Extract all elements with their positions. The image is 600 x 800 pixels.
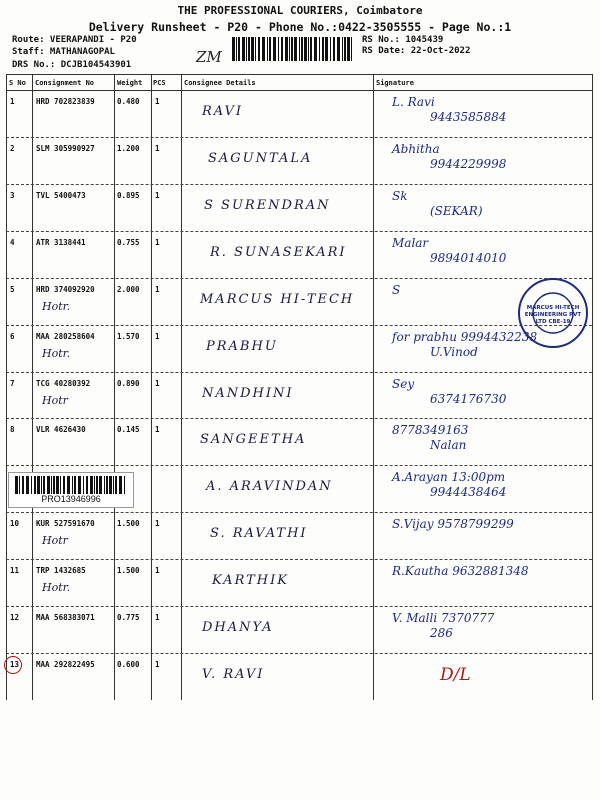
barcode-bar [291, 37, 293, 61]
barcode-bar [304, 37, 307, 61]
handwritten-mark: ZM [196, 48, 222, 66]
row-consignee: S. RAVATHI [210, 526, 308, 542]
barcode-bar [119, 476, 122, 494]
row-sno: 12 [10, 613, 20, 623]
row-note: Hotr. [42, 581, 71, 595]
barcode-bar [333, 37, 335, 61]
row-divider [6, 606, 592, 607]
barcode-bar [86, 476, 88, 494]
barcode-bar [344, 37, 346, 61]
row-pcs: 1 [155, 143, 160, 153]
route-label: Route: VEERAPANDI - P20 [12, 35, 137, 45]
row-sno: 4 [10, 237, 15, 247]
barcode-bar [83, 476, 84, 494]
row-pcs: 1 [155, 566, 160, 576]
row-consignee: SAGUNTALA [208, 150, 313, 166]
barcode-bar [22, 476, 24, 494]
row-weight: 1.200 [117, 143, 140, 153]
barcode-bar [269, 37, 271, 61]
barcode-bar [51, 476, 52, 494]
barcode-bar [325, 37, 328, 61]
row-sno: 10 [10, 519, 20, 529]
row-signature: for prabhu 9994432238 [392, 329, 538, 344]
row-sno: 2 [10, 143, 15, 153]
row-pcs: 1 [155, 331, 160, 341]
row-divider [6, 465, 592, 466]
barcode-bar [74, 476, 76, 494]
barcode-bar [342, 37, 343, 61]
barcode-bar [289, 37, 290, 61]
row-signature: D/L [440, 665, 471, 686]
row-consignee: A. ARAVINDAN [206, 479, 333, 495]
row-signature-extra: 9443585884 [430, 110, 507, 124]
row-consignment: MAA 280258604 [36, 331, 95, 341]
row-sno: 13 [10, 660, 20, 670]
row-sno: 7 [10, 378, 15, 388]
row-weight: 0.755 [117, 237, 140, 247]
row-divider [6, 559, 592, 560]
row-consignee: R. SUNASEKARI [210, 244, 347, 260]
row-signature-extra: 286 [430, 626, 453, 641]
row-pcs: 1 [155, 378, 160, 388]
barcode-bar [15, 476, 18, 494]
row-circle-mark [4, 656, 22, 674]
barcode-bar [299, 37, 300, 61]
row-sno: 1 [10, 97, 15, 106]
barcode-bar [285, 37, 288, 61]
row-signature: Sk [392, 188, 408, 203]
row-signature: A.Arayan 13:00pm [392, 470, 506, 485]
row-consignment: MAA 292822495 [36, 660, 95, 670]
staff-label: Staff: MATHANAGOPAL [12, 47, 115, 57]
table-top-line [6, 74, 592, 75]
barcode-bar [347, 37, 350, 61]
barcode-bar [41, 476, 42, 494]
barcode-bar [294, 37, 297, 61]
row-divider [6, 418, 592, 419]
row-pcs: 1 [155, 425, 160, 435]
row-signature: V. Malli 7370777 [392, 611, 495, 626]
barcode-bar [113, 476, 114, 494]
row-signature: R.Kautha 9632881348 [392, 564, 529, 579]
row-signature-extra: (SEKAR) [430, 203, 483, 218]
row-signature-extra: Nalan [430, 438, 467, 453]
row-signature: S [392, 282, 401, 297]
row-signature: Abhitha [392, 141, 440, 156]
barcode-bar [273, 37, 276, 61]
row-signature: S.Vijay 9578799299 [392, 517, 514, 532]
row-divider [6, 653, 592, 654]
barcode-bar [94, 476, 95, 494]
barcode-bar [314, 37, 317, 61]
row-consignment: TVL 5400473 [36, 190, 86, 200]
row-weight: 1.500 [117, 566, 140, 576]
row-weight: 0.890 [117, 378, 140, 388]
row-consignment: VLR 4626430 [36, 425, 86, 435]
barcode-bar [19, 476, 20, 494]
row-divider [6, 137, 592, 138]
col-header-weight: Weight [117, 79, 143, 87]
row-note: Hotr [42, 534, 68, 548]
row-divider [6, 512, 592, 513]
sticker-number: PRO13946996 [41, 494, 101, 504]
row-consignee: SANGEETHA [200, 432, 307, 448]
barcode-bar [236, 37, 237, 61]
col-header-consignee: Consignee Details [184, 79, 256, 87]
barcode-bar [242, 37, 245, 61]
barcode-bar [267, 37, 268, 61]
row-pcs: 1 [155, 519, 160, 529]
barcode-bar [310, 37, 312, 61]
barcode-bar [67, 476, 70, 494]
row-signature-extra: 9944438464 [430, 485, 507, 500]
row-weight: 0.775 [117, 613, 140, 623]
row-consignment: KUR 527591670 [36, 519, 95, 529]
col-header-sno: S No [9, 79, 26, 87]
row-pcs: 1 [155, 97, 160, 106]
row-weight: 0.145 [117, 425, 140, 435]
row-divider [6, 278, 592, 279]
barcode-bar [37, 476, 40, 494]
runsheet-subtitle: Delivery Runsheet - P20 - Phone No.:0422-3505555 - Page No.:1 [88, 20, 512, 34]
row-weight: 0.480 [117, 97, 140, 106]
barcode-bar [63, 476, 65, 494]
barcode-bar [238, 37, 240, 61]
row-consignment: SLM 305990927 [36, 143, 95, 153]
row-divider [6, 184, 592, 185]
stamp-text: MARCUS HI-TECH ENGINEERING PVT LTD CBE-19 [524, 305, 582, 325]
shipment-sticker [8, 472, 134, 508]
barcode-bar [232, 37, 235, 61]
row-divider [6, 325, 592, 326]
barcode-bar [96, 476, 98, 494]
barcode-bar [319, 37, 320, 61]
row-weight: 1.570 [117, 331, 140, 341]
barcode-bar [281, 37, 283, 61]
row-consignment: ATR 3138441 [36, 237, 86, 247]
row-divider [6, 231, 592, 232]
barcode-bar [60, 476, 61, 494]
row-signature: Malar [392, 235, 429, 250]
barcode-bar [43, 476, 45, 494]
barcode-bar [115, 476, 117, 494]
barcode-bar [246, 37, 247, 61]
row-consignee: NANDHINI [202, 385, 294, 401]
barcode-bar [322, 37, 324, 61]
row-weight: 1.500 [117, 519, 140, 529]
sticker-barcode [15, 476, 127, 494]
row-divider [6, 372, 592, 373]
row-sno: 3 [10, 190, 15, 200]
drs-barcode [232, 37, 354, 61]
barcode-bar [72, 476, 73, 494]
runsheet-title: THE PROFESSIONAL COURIERS, Coimbatore [177, 4, 423, 17]
company-stamp [516, 276, 590, 350]
col-border-right [592, 74, 593, 700]
drs-number: DRS No.: DCJB104543901 [12, 60, 132, 70]
barcode-bar [308, 37, 309, 61]
row-consignee: DHANYA [202, 620, 274, 636]
col-header-pcs: PCS [153, 79, 166, 87]
row-pcs: 1 [155, 284, 160, 294]
row-note: Hotr. [42, 346, 71, 360]
barcode-bar [56, 476, 59, 494]
row-weight: 0.600 [117, 660, 140, 670]
row-sno: 11 [10, 566, 20, 576]
row-consignee: S SURENDRAN [204, 197, 331, 213]
rs-number: RS No.: 1045439 [362, 35, 444, 45]
row-signature: L. Ravi [392, 95, 435, 109]
barcode-bar [255, 37, 256, 61]
barcode-bar [34, 476, 36, 494]
barcode-bar [337, 37, 340, 61]
barcode-bar [31, 476, 32, 494]
barcode-bar [258, 37, 260, 61]
row-consignee: RAVI [202, 104, 244, 119]
rs-date: RS Date: 22-Oct-2022 [362, 46, 471, 56]
row-sno: 8 [10, 425, 15, 435]
barcode-bar [330, 37, 331, 61]
row-consignee: MARCUS HI-TECH [200, 291, 355, 307]
row-signature-extra: 9944229998 [430, 156, 507, 171]
row-signature-extra: U.Vinod [430, 344, 478, 359]
col-header-consignment: Consignment No [35, 79, 95, 87]
barcode-bar [248, 37, 250, 61]
barcode-bar [99, 476, 102, 494]
row-note: Hotr. [42, 299, 71, 313]
row-consignment: HRD 374092920 [36, 284, 95, 294]
row-consignment: HRD 702823839 [36, 97, 95, 106]
row-note: Hotr [42, 393, 68, 407]
row-consignment: MAA 568383071 [36, 613, 95, 623]
row-weight: 0.895 [117, 190, 140, 200]
row-signature: Sey [392, 376, 415, 391]
barcode-bar [106, 476, 108, 494]
barcode-bar [47, 476, 50, 494]
barcode-bar [109, 476, 112, 494]
col-header-signature: Signature [376, 79, 414, 87]
barcode-bar [351, 37, 352, 61]
barcode-bar [278, 37, 279, 61]
row-pcs: 1 [155, 190, 160, 200]
row-sno: 5 [10, 284, 15, 294]
row-consignee: V. RAVI [202, 667, 265, 683]
barcode-bar [124, 476, 125, 494]
row-signature-extra: 9894014010 [430, 250, 507, 265]
row-pcs: 1 [155, 613, 160, 623]
row-consignment: TCG 40280392 [36, 378, 91, 388]
barcode-bar [90, 476, 93, 494]
barcode-bar [53, 476, 55, 494]
row-weight: 2.000 [117, 284, 140, 294]
row-pcs: 1 [155, 237, 160, 247]
row-signature-extra: 6374176730 [430, 391, 507, 406]
barcode-bar [104, 476, 105, 494]
row-consignment: TRP 1432685 [36, 566, 86, 576]
row-pcs: 1 [155, 660, 160, 670]
table-header-line [6, 90, 592, 91]
row-signature: 8778349163 [392, 423, 469, 438]
barcode-bar [26, 476, 29, 494]
row-consignee: PRABHU [206, 338, 278, 354]
barcode-bar [251, 37, 254, 61]
barcode-bar [262, 37, 265, 61]
barcode-bar [301, 37, 303, 61]
row-sno: 6 [10, 331, 15, 341]
row-consignee: KARTHIK [212, 573, 289, 589]
barcode-bar [78, 476, 81, 494]
